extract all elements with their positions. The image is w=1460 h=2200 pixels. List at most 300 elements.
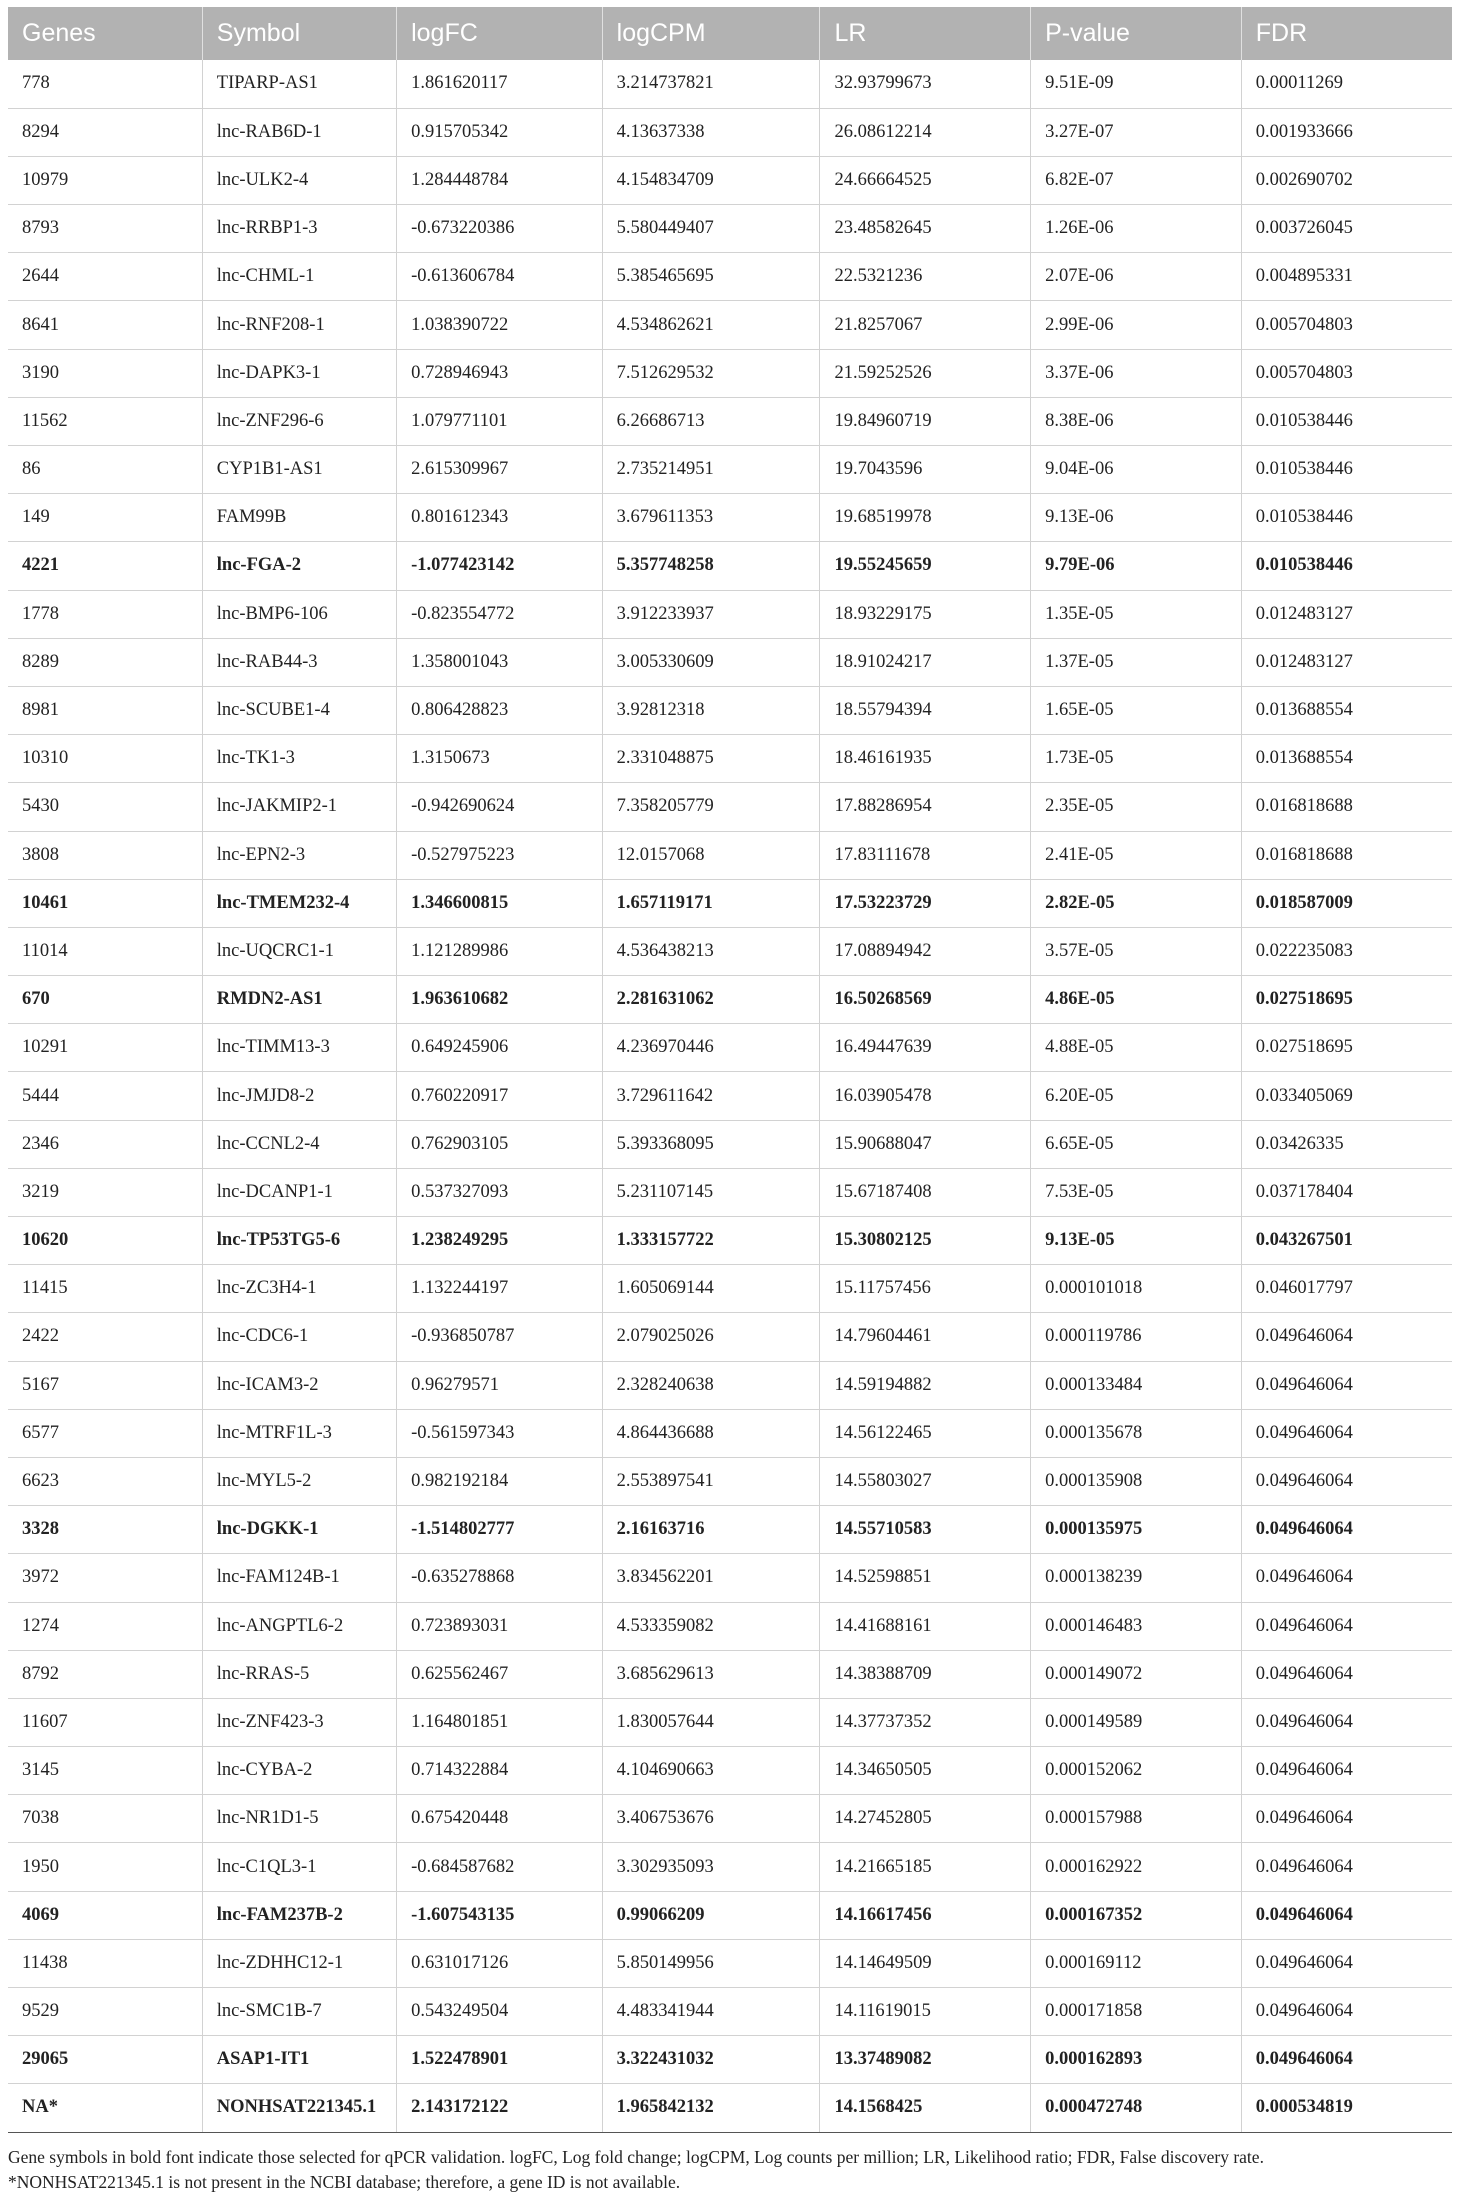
cell-lr: 18.46161935	[820, 735, 1031, 783]
cell-fdr: 0.012483127	[1241, 638, 1452, 686]
table-row	[8, 1747, 1452, 1795]
cell-gene-id: 3808	[8, 831, 202, 879]
cell-logcpm: 7.358205779	[602, 783, 820, 831]
cell-lr: 15.11757456	[820, 1265, 1031, 1313]
cell-fdr: 0.013688554	[1241, 686, 1452, 734]
cell-lr: 14.1568425	[820, 2084, 1031, 2132]
cell-gene-id: 1950	[8, 1843, 202, 1891]
cell-gene-id: 670	[8, 976, 202, 1024]
cell-lr: 15.67187408	[820, 1168, 1031, 1216]
cell-fdr: 0.016818688	[1241, 783, 1452, 831]
cell-gene-id: 3190	[8, 349, 202, 397]
cell-p-value: 0.000133484	[1031, 1361, 1242, 1409]
cell-lr: 14.38388709	[820, 1650, 1031, 1698]
cell-lr: 14.27452805	[820, 1795, 1031, 1843]
cell-fdr: 0.049646064	[1241, 1554, 1452, 1602]
cell-symbol: lnc-CCNL2-4	[202, 1120, 396, 1168]
cell-logfc: -0.527975223	[397, 831, 603, 879]
cell-symbol: lnc-ANGPTL6-2	[202, 1602, 396, 1650]
header-p-value: P-value	[1031, 7, 1242, 60]
cell-logcpm: 4.13637338	[602, 108, 820, 156]
cell-lr: 16.03905478	[820, 1072, 1031, 1120]
cell-p-value: 3.27E-07	[1031, 108, 1242, 156]
table-row	[8, 735, 1452, 783]
cell-symbol: TIPARP-AS1	[202, 60, 396, 108]
cell-gene-id: 3328	[8, 1506, 202, 1554]
cell-logfc: 0.714322884	[397, 1747, 603, 1795]
cell-logcpm: 1.657119171	[602, 879, 820, 927]
cell-symbol: CYP1B1-AS1	[202, 446, 396, 494]
cell-fdr: 0.010538446	[1241, 446, 1452, 494]
cell-logfc: -1.514802777	[397, 1506, 603, 1554]
differential-expression-table	[8, 7, 1452, 2133]
cell-logcpm: 4.536438213	[602, 927, 820, 975]
cell-logcpm: 3.729611642	[602, 1072, 820, 1120]
cell-fdr: 0.049646064	[1241, 1602, 1452, 1650]
cell-logfc: 0.760220917	[397, 1072, 603, 1120]
cell-p-value: 0.000119786	[1031, 1313, 1242, 1361]
cell-fdr: 0.049646064	[1241, 1988, 1452, 2036]
cell-p-value: 2.41E-05	[1031, 831, 1242, 879]
cell-fdr: 0.027518695	[1241, 1024, 1452, 1072]
cell-p-value: 6.20E-05	[1031, 1072, 1242, 1120]
cell-symbol: lnc-CYBA-2	[202, 1747, 396, 1795]
cell-fdr: 0.049646064	[1241, 1891, 1452, 1939]
table-row	[8, 1698, 1452, 1746]
cell-logcpm: 5.393368095	[602, 1120, 820, 1168]
table-row	[8, 301, 1452, 349]
cell-logcpm: 12.0157068	[602, 831, 820, 879]
cell-p-value: 2.99E-06	[1031, 301, 1242, 349]
cell-gene-id: 2422	[8, 1313, 202, 1361]
cell-gene-id: 7038	[8, 1795, 202, 1843]
table-footnotes	[8, 2145, 1452, 2195]
cell-fdr: 0.010538446	[1241, 494, 1452, 542]
cell-logcpm: 2.331048875	[602, 735, 820, 783]
cell-gene-id: 10979	[8, 156, 202, 204]
cell-p-value: 4.88E-05	[1031, 1024, 1242, 1072]
cell-symbol: lnc-RRBP1-3	[202, 205, 396, 253]
cell-lr: 32.93799673	[820, 60, 1031, 108]
cell-logfc: 0.96279571	[397, 1361, 603, 1409]
cell-logcpm: 5.850149956	[602, 1939, 820, 1987]
cell-fdr: 0.013688554	[1241, 735, 1452, 783]
table-row	[8, 638, 1452, 686]
cell-p-value: 0.000135908	[1031, 1457, 1242, 1505]
header-logcpm: logCPM	[602, 7, 820, 60]
cell-logfc: 0.537327093	[397, 1168, 603, 1216]
cell-logcpm: 3.685629613	[602, 1650, 820, 1698]
table-header-row	[8, 7, 1452, 60]
cell-fdr: 0.049646064	[1241, 1747, 1452, 1795]
cell-p-value: 7.53E-05	[1031, 1168, 1242, 1216]
cell-symbol: lnc-SCUBE1-4	[202, 686, 396, 734]
cell-p-value: 0.000169112	[1031, 1939, 1242, 1987]
cell-symbol: lnc-RAB6D-1	[202, 108, 396, 156]
cell-p-value: 0.000149589	[1031, 1698, 1242, 1746]
table-row	[8, 783, 1452, 831]
cell-logfc: 0.728946943	[397, 349, 603, 397]
cell-symbol: lnc-FGA-2	[202, 542, 396, 590]
cell-symbol: lnc-ICAM3-2	[202, 1361, 396, 1409]
cell-lr: 16.49447639	[820, 1024, 1031, 1072]
cell-fdr: 0.049646064	[1241, 1457, 1452, 1505]
cell-logcpm: 4.483341944	[602, 1988, 820, 2036]
cell-lr: 19.84960719	[820, 397, 1031, 445]
cell-symbol: lnc-DGKK-1	[202, 1506, 396, 1554]
cell-gene-id: 10461	[8, 879, 202, 927]
cell-lr: 19.7043596	[820, 446, 1031, 494]
cell-lr: 14.41688161	[820, 1602, 1031, 1650]
cell-symbol: lnc-RRAS-5	[202, 1650, 396, 1698]
cell-logcpm: 4.236970446	[602, 1024, 820, 1072]
cell-logcpm: 3.302935093	[602, 1843, 820, 1891]
cell-logfc: -0.673220386	[397, 205, 603, 253]
cell-lr: 14.52598851	[820, 1554, 1031, 1602]
cell-logcpm: 4.154834709	[602, 156, 820, 204]
cell-gene-id: 1274	[8, 1602, 202, 1650]
cell-logcpm: 1.605069144	[602, 1265, 820, 1313]
cell-fdr: 0.033405069	[1241, 1072, 1452, 1120]
cell-logcpm: 3.214737821	[602, 60, 820, 108]
cell-symbol: lnc-DAPK3-1	[202, 349, 396, 397]
cell-logfc: 1.358001043	[397, 638, 603, 686]
table-row	[8, 1265, 1452, 1313]
cell-fdr: 0.049646064	[1241, 2036, 1452, 2084]
table-row	[8, 1361, 1452, 1409]
cell-logcpm: 2.16163716	[602, 1506, 820, 1554]
table-row	[8, 1650, 1452, 1698]
cell-logfc: 0.543249504	[397, 1988, 603, 2036]
cell-logcpm: 5.357748258	[602, 542, 820, 590]
cell-gene-id: 11415	[8, 1265, 202, 1313]
cell-symbol: lnc-BMP6-106	[202, 590, 396, 638]
table-row	[8, 879, 1452, 927]
cell-lr: 16.50268569	[820, 976, 1031, 1024]
cell-logfc: -1.607543135	[397, 1891, 603, 1939]
cell-lr: 14.56122465	[820, 1409, 1031, 1457]
cell-logfc: 1.038390722	[397, 301, 603, 349]
cell-logfc: 1.963610682	[397, 976, 603, 1024]
cell-p-value: 0.000101018	[1031, 1265, 1242, 1313]
cell-logcpm: 3.005330609	[602, 638, 820, 686]
table-row	[8, 1554, 1452, 1602]
cell-gene-id: 10291	[8, 1024, 202, 1072]
cell-gene-id: 11014	[8, 927, 202, 975]
cell-symbol: lnc-JMJD8-2	[202, 1072, 396, 1120]
cell-gene-id: 6577	[8, 1409, 202, 1457]
cell-lr: 21.59252526	[820, 349, 1031, 397]
cell-gene-id: 10620	[8, 1217, 202, 1265]
table-row	[8, 1457, 1452, 1505]
cell-fdr: 0.049646064	[1241, 1506, 1452, 1554]
cell-fdr: 0.043267501	[1241, 1217, 1452, 1265]
cell-logcpm: 3.406753676	[602, 1795, 820, 1843]
cell-gene-id: 11438	[8, 1939, 202, 1987]
cell-logfc: 0.806428823	[397, 686, 603, 734]
table-row	[8, 156, 1452, 204]
cell-fdr: 0.022235083	[1241, 927, 1452, 975]
cell-symbol: RMDN2-AS1	[202, 976, 396, 1024]
cell-logfc: -0.942690624	[397, 783, 603, 831]
cell-lr: 26.08612214	[820, 108, 1031, 156]
cell-symbol: lnc-TMEM232-4	[202, 879, 396, 927]
cell-logfc: 0.801612343	[397, 494, 603, 542]
cell-logcpm: 4.534862621	[602, 301, 820, 349]
cell-lr: 19.68519978	[820, 494, 1031, 542]
cell-fdr: 0.00011269	[1241, 60, 1452, 108]
cell-fdr: 0.010538446	[1241, 542, 1452, 590]
cell-logcpm: 3.92812318	[602, 686, 820, 734]
cell-p-value: 0.000135678	[1031, 1409, 1242, 1457]
cell-lr: 18.93229175	[820, 590, 1031, 638]
table-row	[8, 1120, 1452, 1168]
cell-symbol: lnc-ZNF423-3	[202, 1698, 396, 1746]
cell-fdr: 0.001933666	[1241, 108, 1452, 156]
cell-p-value: 0.000171858	[1031, 1988, 1242, 2036]
cell-lr: 14.21665185	[820, 1843, 1031, 1891]
cell-lr: 14.79604461	[820, 1313, 1031, 1361]
cell-lr: 14.59194882	[820, 1361, 1031, 1409]
table-row	[8, 1602, 1452, 1650]
cell-fdr: 0.049646064	[1241, 1361, 1452, 1409]
table-row	[8, 446, 1452, 494]
cell-p-value: 9.13E-05	[1031, 1217, 1242, 1265]
cell-lr: 13.37489082	[820, 2036, 1031, 2084]
cell-lr: 14.37737352	[820, 1698, 1031, 1746]
header-symbol: Symbol	[202, 7, 396, 60]
cell-gene-id: 9529	[8, 1988, 202, 2036]
cell-logfc: 0.631017126	[397, 1939, 603, 1987]
cell-logcpm: 5.580449407	[602, 205, 820, 253]
table-row	[8, 1313, 1452, 1361]
cell-gene-id: 8981	[8, 686, 202, 734]
cell-logfc: 1.861620117	[397, 60, 603, 108]
cell-p-value: 4.86E-05	[1031, 976, 1242, 1024]
cell-logfc: 0.762903105	[397, 1120, 603, 1168]
cell-logfc: 1.522478901	[397, 2036, 603, 2084]
cell-p-value: 1.26E-06	[1031, 205, 1242, 253]
cell-symbol: lnc-ZC3H4-1	[202, 1265, 396, 1313]
cell-lr: 14.11619015	[820, 1988, 1031, 2036]
cell-logfc: -0.635278868	[397, 1554, 603, 1602]
cell-symbol: lnc-RAB44-3	[202, 638, 396, 686]
cell-symbol: lnc-TP53TG5-6	[202, 1217, 396, 1265]
cell-fdr: 0.049646064	[1241, 1698, 1452, 1746]
cell-logcpm: 2.328240638	[602, 1361, 820, 1409]
cell-symbol: lnc-EPN2-3	[202, 831, 396, 879]
cell-gene-id: 8294	[8, 108, 202, 156]
cell-p-value: 0.000152062	[1031, 1747, 1242, 1795]
cell-gene-id: 149	[8, 494, 202, 542]
cell-p-value: 0.000157988	[1031, 1795, 1242, 1843]
cell-symbol: lnc-NR1D1-5	[202, 1795, 396, 1843]
cell-gene-id: 4069	[8, 1891, 202, 1939]
table-row	[8, 1939, 1452, 1987]
cell-p-value: 3.37E-06	[1031, 349, 1242, 397]
cell-logcpm: 5.231107145	[602, 1168, 820, 1216]
cell-logfc: 0.625562467	[397, 1650, 603, 1698]
cell-fdr: 0.004895331	[1241, 253, 1452, 301]
table-row	[8, 1891, 1452, 1939]
cell-gene-id: 2346	[8, 1120, 202, 1168]
cell-logfc: 1.284448784	[397, 156, 603, 204]
table-row	[8, 397, 1452, 445]
cell-p-value: 1.73E-05	[1031, 735, 1242, 783]
header-fdr: FDR	[1241, 7, 1452, 60]
cell-p-value: 0.000138239	[1031, 1554, 1242, 1602]
cell-logfc: -0.823554772	[397, 590, 603, 638]
cell-logfc: 2.143172122	[397, 2084, 603, 2132]
cell-lr: 23.48582645	[820, 205, 1031, 253]
cell-lr: 18.91024217	[820, 638, 1031, 686]
table-row	[8, 108, 1452, 156]
table-row	[8, 1409, 1452, 1457]
cell-logfc: 0.675420448	[397, 1795, 603, 1843]
cell-p-value: 1.35E-05	[1031, 590, 1242, 638]
cell-logfc: -0.684587682	[397, 1843, 603, 1891]
cell-gene-id: 8792	[8, 1650, 202, 1698]
cell-logfc: -0.936850787	[397, 1313, 603, 1361]
cell-logfc: 0.649245906	[397, 1024, 603, 1072]
cell-gene-id: 10310	[8, 735, 202, 783]
cell-logfc: 1.121289986	[397, 927, 603, 975]
cell-logcpm: 2.553897541	[602, 1457, 820, 1505]
cell-gene-id: 8289	[8, 638, 202, 686]
cell-lr: 15.90688047	[820, 1120, 1031, 1168]
cell-symbol: lnc-TIMM13-3	[202, 1024, 396, 1072]
cell-fdr: 0.003726045	[1241, 205, 1452, 253]
cell-symbol: lnc-C1QL3-1	[202, 1843, 396, 1891]
cell-p-value: 0.000472748	[1031, 2084, 1242, 2132]
cell-symbol: FAM99B	[202, 494, 396, 542]
cell-fdr: 0.03426335	[1241, 1120, 1452, 1168]
cell-logfc: -0.613606784	[397, 253, 603, 301]
cell-gene-id: 3145	[8, 1747, 202, 1795]
table-row	[8, 494, 1452, 542]
cell-lr: 15.30802125	[820, 1217, 1031, 1265]
cell-gene-id: 5444	[8, 1072, 202, 1120]
cell-logcpm: 6.26686713	[602, 397, 820, 445]
cell-logcpm: 4.104690663	[602, 1747, 820, 1795]
cell-symbol: lnc-RNF208-1	[202, 301, 396, 349]
cell-gene-id: 3972	[8, 1554, 202, 1602]
cell-symbol: lnc-MTRF1L-3	[202, 1409, 396, 1457]
cell-p-value: 3.57E-05	[1031, 927, 1242, 975]
cell-fdr: 0.049646064	[1241, 1843, 1452, 1891]
cell-symbol: lnc-CHML-1	[202, 253, 396, 301]
cell-fdr: 0.016818688	[1241, 831, 1452, 879]
cell-lr: 17.83111678	[820, 831, 1031, 879]
cell-logfc: 1.346600815	[397, 879, 603, 927]
cell-p-value: 9.13E-06	[1031, 494, 1242, 542]
cell-p-value: 1.37E-05	[1031, 638, 1242, 686]
table-row	[8, 1843, 1452, 1891]
cell-symbol: lnc-ULK2-4	[202, 156, 396, 204]
cell-logcpm: 3.912233937	[602, 590, 820, 638]
cell-gene-id: NA*	[8, 2084, 202, 2132]
cell-lr: 17.08894942	[820, 927, 1031, 975]
cell-gene-id: 8641	[8, 301, 202, 349]
table-body	[8, 60, 1452, 2132]
header-genes: Genes	[8, 7, 202, 60]
cell-logfc: 0.915705342	[397, 108, 603, 156]
header-logfc: logFC	[397, 7, 603, 60]
cell-symbol: lnc-MYL5-2	[202, 1457, 396, 1505]
table-row	[8, 60, 1452, 108]
cell-lr: 22.5321236	[820, 253, 1031, 301]
cell-logfc: -0.561597343	[397, 1409, 603, 1457]
cell-logcpm: 1.333157722	[602, 1217, 820, 1265]
cell-logcpm: 3.322431032	[602, 2036, 820, 2084]
cell-lr: 19.55245659	[820, 542, 1031, 590]
cell-gene-id: 29065	[8, 2036, 202, 2084]
cell-symbol: lnc-DCANP1-1	[202, 1168, 396, 1216]
cell-fdr: 0.049646064	[1241, 1409, 1452, 1457]
table-row	[8, 2036, 1452, 2084]
table-row	[8, 542, 1452, 590]
cell-logfc: 1.132244197	[397, 1265, 603, 1313]
table-row	[8, 1506, 1452, 1554]
table-row	[8, 349, 1452, 397]
cell-logcpm: 2.079025026	[602, 1313, 820, 1361]
cell-lr: 17.88286954	[820, 783, 1031, 831]
footnote-abbreviations: Gene symbols in bold font indicate those selected for qPCR validation. logFC, Log fold change; logCPM, Log counts per million; LR, Likelihood ratio; FDR, False discovery rate.	[8, 2146, 1264, 2167]
cell-gene-id: 2644	[8, 253, 202, 301]
cell-p-value: 2.35E-05	[1031, 783, 1242, 831]
table-row	[8, 2084, 1452, 2132]
cell-lr: 21.8257067	[820, 301, 1031, 349]
cell-symbol: lnc-SMC1B-7	[202, 1988, 396, 2036]
table-row	[8, 976, 1452, 1024]
cell-logfc: -1.077423142	[397, 542, 603, 590]
cell-logcpm: 4.864436688	[602, 1409, 820, 1457]
table-row	[8, 590, 1452, 638]
cell-symbol: NONHSAT221345.1	[202, 2084, 396, 2132]
cell-p-value: 0.000146483	[1031, 1602, 1242, 1650]
cell-p-value: 6.82E-07	[1031, 156, 1242, 204]
cell-symbol: lnc-FAM237B-2	[202, 1891, 396, 1939]
table-row	[8, 1072, 1452, 1120]
cell-logcpm: 2.281631062	[602, 976, 820, 1024]
cell-fdr: 0.010538446	[1241, 397, 1452, 445]
cell-logcpm: 1.830057644	[602, 1698, 820, 1746]
cell-p-value: 0.000162893	[1031, 2036, 1242, 2084]
cell-lr: 14.34650505	[820, 1747, 1031, 1795]
cell-gene-id: 86	[8, 446, 202, 494]
header-lr: LR	[820, 7, 1031, 60]
cell-logcpm: 5.385465695	[602, 253, 820, 301]
cell-fdr: 0.049646064	[1241, 1313, 1452, 1361]
cell-symbol: ASAP1-IT1	[202, 2036, 396, 2084]
cell-symbol: lnc-CDC6-1	[202, 1313, 396, 1361]
cell-gene-id: 4221	[8, 542, 202, 590]
cell-fdr: 0.027518695	[1241, 976, 1452, 1024]
table-row	[8, 1988, 1452, 2036]
cell-fdr: 0.002690702	[1241, 156, 1452, 204]
cell-logcpm: 0.99066209	[602, 1891, 820, 1939]
table-container	[8, 7, 1452, 2195]
table-row	[8, 1217, 1452, 1265]
cell-gene-id: 6623	[8, 1457, 202, 1505]
cell-logcpm: 7.512629532	[602, 349, 820, 397]
cell-logcpm: 2.735214951	[602, 446, 820, 494]
cell-fdr: 0.049646064	[1241, 1795, 1452, 1843]
cell-logfc: 1.164801851	[397, 1698, 603, 1746]
cell-p-value: 0.000167352	[1031, 1891, 1242, 1939]
cell-logcpm: 1.965842132	[602, 2084, 820, 2132]
cell-gene-id: 11607	[8, 1698, 202, 1746]
